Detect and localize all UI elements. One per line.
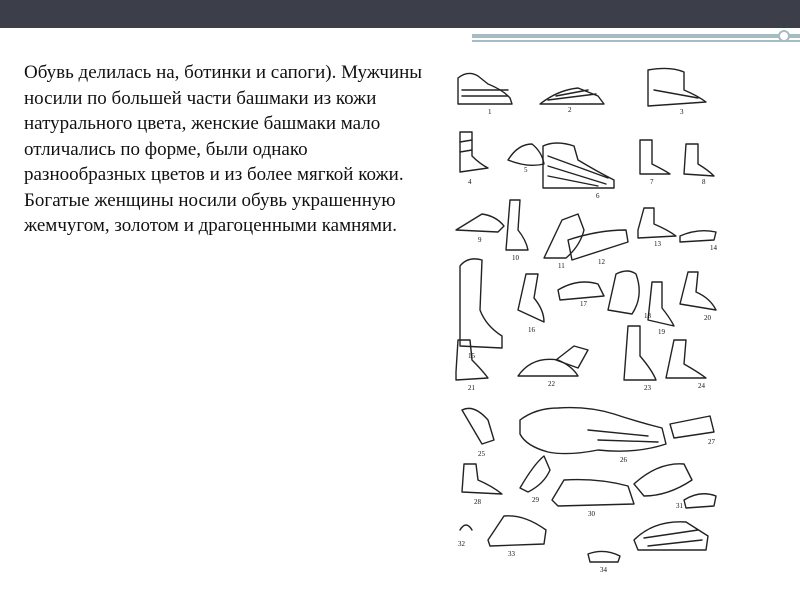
title-bar xyxy=(0,0,800,28)
figure-label: 16 xyxy=(528,326,535,334)
figure-label: 1 xyxy=(488,108,492,116)
figure-label: 21 xyxy=(468,384,475,392)
figure-label: 14 xyxy=(710,244,717,252)
figure-label: 28 xyxy=(474,498,481,506)
accent-line xyxy=(472,34,800,38)
slide-body-text: Обувь делилась на, ботинки и сапоги). Мужчины носили по большей части башмаки из кожи натурального цвета, женские башмаки мало отличались по форме, были однако разнообразных цветов и из более мягкой кожи. Богатые женщины носили обувь украшенную жемчугом, золотом и драгоценными камнями. xyxy=(24,62,423,236)
figure-label: 22 xyxy=(548,380,555,388)
figure-label: 23 xyxy=(644,384,651,392)
figure-label: 27 xyxy=(708,438,715,446)
figure-label: 20 xyxy=(704,314,711,322)
figure-label: 12 xyxy=(598,258,605,266)
footwear-illustration xyxy=(448,60,728,580)
figure-label: 25 xyxy=(478,450,485,458)
figure-label: 30 xyxy=(588,510,595,518)
figure-label: 18 xyxy=(644,312,651,320)
figure-label: 24 xyxy=(698,382,705,390)
figure-label: 29 xyxy=(532,496,539,504)
figure-label: 19 xyxy=(658,328,665,336)
figure-label: 5 xyxy=(524,166,528,174)
figure-label: 17 xyxy=(580,300,587,308)
figure-label: 8 xyxy=(702,178,706,186)
figure-label: 2 xyxy=(568,106,572,114)
accent-line-thin xyxy=(472,40,800,42)
figure-label: 13 xyxy=(654,240,661,248)
figure-label: 7 xyxy=(650,178,654,186)
figure-label: 34 xyxy=(600,566,607,574)
figure-label: 33 xyxy=(508,550,515,558)
figure-label: 3 xyxy=(680,108,684,116)
figure-label: 11 xyxy=(558,262,565,270)
figure-label: 31 xyxy=(676,502,683,510)
figure-label: 26 xyxy=(620,456,627,464)
figure-label: 10 xyxy=(512,254,519,262)
accent-circle xyxy=(778,30,790,42)
figure-label: 32 xyxy=(458,540,465,548)
figure-label: 4 xyxy=(468,178,472,186)
figure-label: 6 xyxy=(596,192,600,200)
figure-label: 15 xyxy=(468,352,475,360)
figure-label: 9 xyxy=(478,236,482,244)
